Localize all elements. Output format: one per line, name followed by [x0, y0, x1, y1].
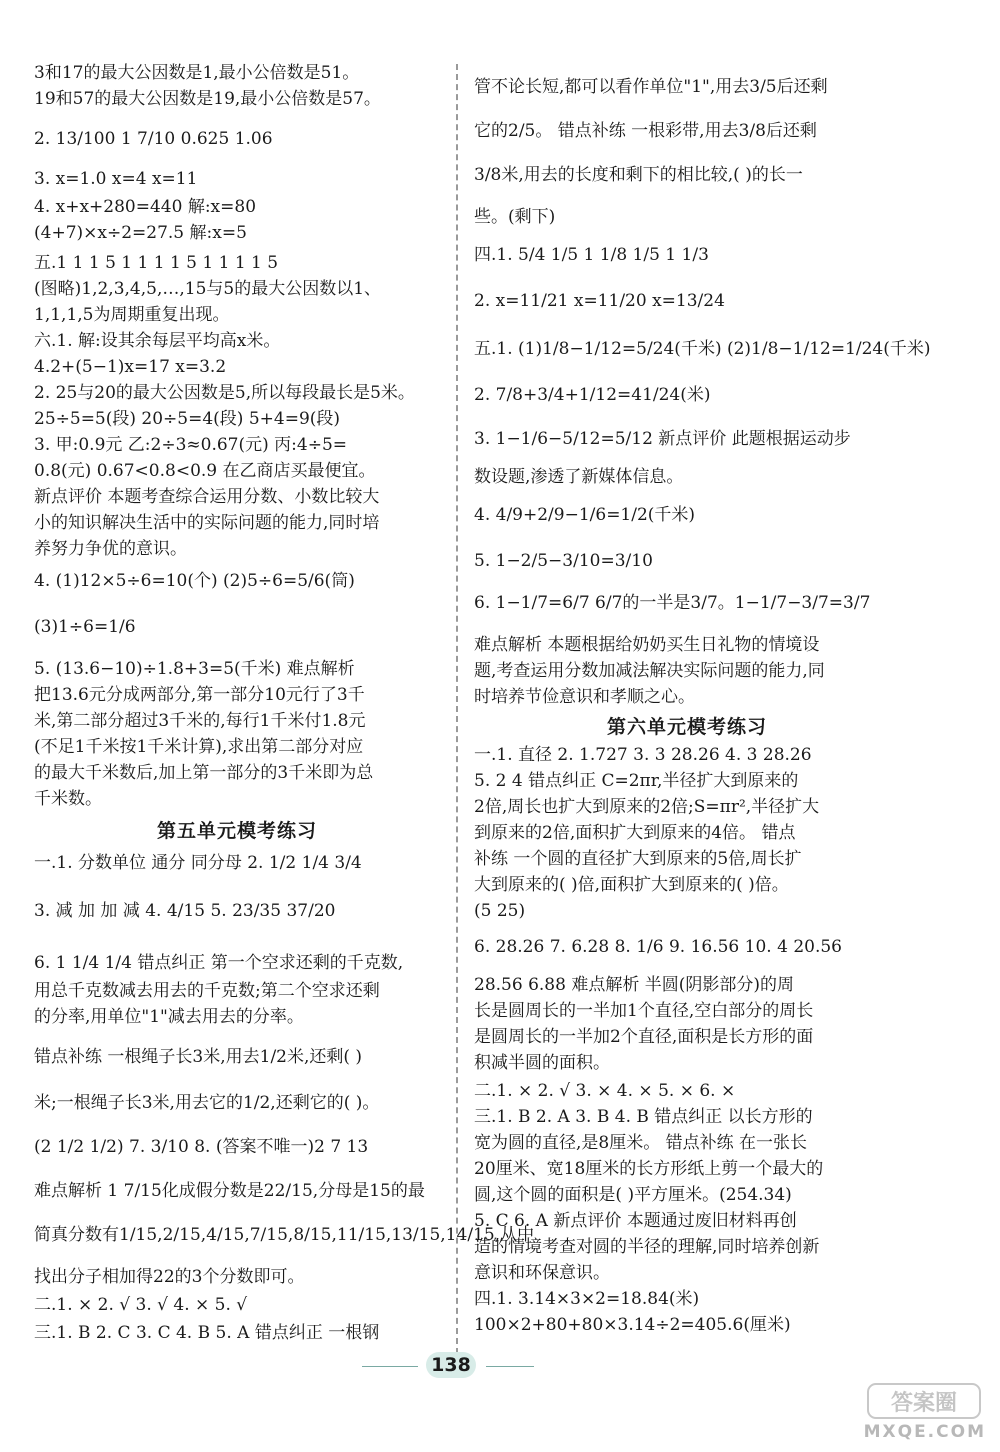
left-line: 的分率,用单位"1"减去用去的分率。 [34, 1007, 304, 1027]
right-line: 5. 2 4 错点纠正 C=2πr,半径扩大到原来的 [474, 771, 799, 791]
left-line: 千米数。 [34, 789, 102, 809]
right-line: 6. 1−1/7=6/7 6/7的一半是3/7。1−1/7−3/7=3/7 [474, 593, 871, 613]
column-divider [456, 64, 458, 1354]
left-line: (4+7)×x÷2=27.5 解:x=5 [34, 223, 247, 243]
right-line: 2. x=11/21 x=11/20 x=13/24 [474, 291, 725, 311]
left-line: 4. (1)12×5÷6=10(个) (2)5÷6=5/6(筒) [34, 571, 355, 591]
left-line: 难点解析 1 7/15化成假分数是22/15,分母是15的最 [34, 1181, 425, 1201]
left-line: 三.1. B 2. C 3. C 4. B 5. A 错点纠正 一根钢 [34, 1323, 380, 1343]
right-line: 是圆周长的一半加2个直径,面积是长方形的面 [474, 1027, 814, 1047]
left-line: 一.1. 分数单位 通分 同分母 2. 1/2 1/4 3/4 [34, 853, 362, 873]
left-line: 的最大千米数后,加上第一部分的3千米即为总 [34, 763, 374, 783]
left-line: (图略)1,2,3,4,5,…,15与5的最大公因数以1、 [34, 279, 382, 299]
right-line: 3. 1−1/6−5/12=5/12 新点评价 此题根据运动步 [474, 429, 851, 449]
left-line: 6. 1 1/4 1/4 错点纠正 第一个空求还剩的千克数, [34, 953, 404, 973]
footer-rule-left [362, 1366, 418, 1367]
left-line: 3. x=1.0 x=4 x=11 [34, 169, 198, 189]
left-line: 0.8(元) 0.67<0.8<0.9 在乙商店买最便宜。 [34, 461, 376, 481]
right-line: 4. 4/9+2/9−1/6=1/2(千米) [474, 505, 696, 525]
watermark-url: MXQE.COM [863, 1422, 986, 1442]
left-line: 错点补练 一根绳子长3米,用去1/2米,还剩( ) [34, 1047, 363, 1067]
left-line: 五.1 1 1 5 1 1 1 1 5 1 1 1 1 5 [34, 253, 279, 273]
left-line: 3. 减 加 加 减 4. 4/15 5. 23/35 37/20 [34, 901, 336, 921]
left-line: 4. x+x+280=440 解:x=80 [34, 197, 257, 217]
right-line: 五.1. (1)1/8−1/12=5/24(千米) (2)1/8−1/12=1/24(千米) [474, 339, 931, 359]
right-line: 四.1. 3.14×3×2=18.84(米) [474, 1289, 700, 1309]
left-line: 用总千克数减去用去的千克数;第二个空求还剩 [34, 981, 380, 1001]
left-line: (2 1/2 1/2) 7. 3/10 8. (答案不唯一)2 7 13 [34, 1137, 369, 1157]
right-line: 意识和环保意识。 [474, 1263, 610, 1283]
right-line: 5. 1−2/5−3/10=3/10 [474, 551, 653, 571]
left-line: 2. 25与20的最大公因数是5,所以每段最长是5米。 [34, 383, 415, 403]
watermark-logo-chars: 答案圈 [890, 1391, 958, 1416]
left-line: 米;一根绳子长3米,用去它的1/2,还剩它的( )。 [34, 1093, 380, 1113]
right-line: 时培养节俭意识和孝顺之心。 [474, 687, 695, 707]
unit-six-heading: 第六单元模考练习 [606, 716, 767, 738]
right-line: 题,考查运用分数加减法解决实际问题的能力,同 [474, 661, 825, 681]
right-line: (5 25) [474, 901, 526, 921]
right-line: 20厘米、宽18厘米的长方形纸上剪一个最大的 [474, 1159, 824, 1179]
left-line: 简真分数有1/15,2/15,4/15,7/15,8/15,11/15,13/15,14/15,从中 [34, 1225, 535, 1245]
right-line: 三.1. B 2. A 3. B 4. B 错点纠正 以长方形的 [474, 1107, 813, 1127]
left-line: 养努力争优的意识。 [34, 539, 187, 559]
right-line: 补练 一个圆的直径扩大到原来的5倍,周长扩 [474, 849, 802, 869]
right-line: 100×2+80+80×3.14÷2=405.6(厘米) [474, 1315, 791, 1335]
left-line: 找出分子相加得22的3个分数即可。 [34, 1267, 305, 1287]
right-line: 3/8米,用去的长度和剩下的相比较,( )的长一 [474, 165, 803, 185]
right-line: 难点解析 本题根据给奶奶买生日礼物的情境设 [474, 635, 820, 655]
right-line: 四.1. 5/4 1/5 1 1/8 1/5 1 1/3 [474, 245, 709, 265]
left-line: 把13.6元分成两部分,第一部分10元行了3千 [34, 685, 365, 705]
right-line: 28.56 6.88 难点解析 半圆(阴影部分)的周 [474, 975, 794, 995]
left-line: 3. 甲:0.9元 乙:2÷3≈0.67(元) 丙:4÷5= [34, 435, 348, 455]
right-line: 管不论长短,都可以看作单位"1",用去3/5后还剩 [474, 77, 828, 97]
right-line: 5. C 6. A 新点评价 本题通过废旧材料再创 [474, 1211, 797, 1231]
right-line: 6. 28.26 7. 6.28 8. 1/6 9. 16.56 10. 4 20.56 [474, 937, 842, 957]
left-line: 3和17的最大公因数是1,最小公倍数是51。 [34, 63, 360, 83]
left-line: (3)1÷6=1/6 [34, 617, 136, 637]
right-line: 些。(剩下) [474, 207, 556, 227]
right-line: 圆,这个圆的面积是( )平方厘米。(254.34) [474, 1185, 792, 1205]
right-line: 2. 7/8+3/4+1/12=41/24(米) [474, 385, 711, 405]
left-line: 5. (13.6−10)÷1.8+3=5(千米) 难点解析 [34, 659, 355, 679]
page-footer [0, 1352, 1000, 1382]
left-line: 新点评价 本题考查综合运用分数、小数比较大 [34, 487, 380, 507]
right-line: 数设题,渗透了新媒体信息。 [474, 467, 684, 487]
right-line: 宽为圆的直径,是8厘米。 错点补练 在一张长 [474, 1133, 808, 1153]
left-line: 米,第二部分超过3千米的,每行1千米付1.8元 [34, 711, 366, 731]
left-line: 4.2+(5−1)x=17 x=3.2 [34, 357, 227, 377]
right-line: 长是圆周长的一半加1个直径,空白部分的周长 [474, 1001, 814, 1021]
right-line: 大到原来的( )倍,面积扩大到原来的( )倍。 [474, 875, 789, 895]
right-line: 到原来的2倍,面积扩大到原来的4倍。 错点 [474, 823, 796, 843]
left-line: 2. 13/100 1 7/10 0.625 1.06 [34, 129, 273, 149]
right-line: 一.1. 直径 2. 1.727 3. 3 28.26 4. 3 28.26 [474, 745, 812, 765]
right-line: 二.1. × 2. √ 3. × 4. × 5. × 6. × [474, 1081, 736, 1101]
right-line: 造的情境考查对圆的半径的理解,同时培养创新 [474, 1237, 820, 1257]
right-line: 2倍,周长也扩大到原来的2倍;S=πr²,半径扩大 [474, 797, 820, 817]
left-line: 六.1. 解:设其余每层平均高x米。 [34, 331, 281, 351]
left-line: 二.1. × 2. √ 3. √ 4. × 5. √ [34, 1295, 248, 1315]
footer-rule-right [486, 1366, 534, 1367]
left-line: 25÷5=5(段) 20÷5=4(段) 5+4=9(段) [34, 409, 341, 429]
page-number: 138 [426, 1352, 476, 1378]
right-line: 它的2/5。 错点补练 一根彩带,用去3/8后还剩 [474, 121, 817, 141]
left-line: 19和57的最大公因数是19,最小公倍数是57。 [34, 89, 381, 109]
watermark-logo [836, 1380, 986, 1442]
right-line: 积减半圆的面积。 [474, 1053, 610, 1073]
left-line: (不足1千米按1千米计算),求出第二部分对应 [34, 737, 364, 757]
left-line: 小的知识解决生活中的实际问题的能力,同时培 [34, 513, 380, 533]
unit-five-heading: 第五单元模考练习 [156, 820, 317, 842]
left-line: 1,1,1,5为周期重复出现。 [34, 305, 230, 325]
